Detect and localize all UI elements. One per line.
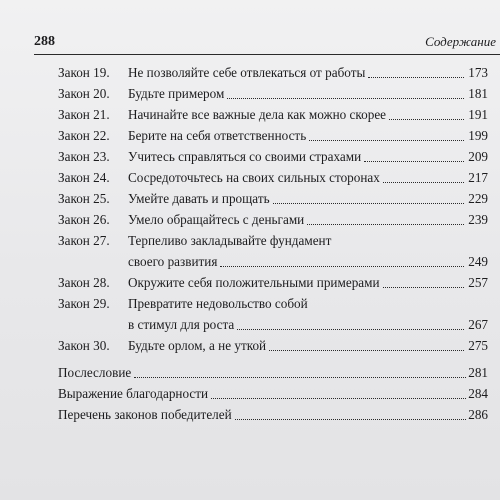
toc-entry-law-23 (58, 146, 488, 167)
entry-page: 209 (468, 149, 488, 164)
dot-leader (235, 419, 467, 420)
entry-title-line2: в стимул для роста (128, 317, 235, 332)
entry-title: Будьте орлом, а не уткой (128, 338, 267, 353)
law-number: Закон 30. (58, 338, 110, 353)
dot-leader (269, 350, 464, 351)
dot-leader (227, 98, 464, 99)
toc-entry-law-26 (58, 209, 488, 230)
law-number: Закон 29. (58, 296, 110, 311)
entry-title-line2: своего развития (128, 254, 218, 269)
entry-page: 257 (468, 275, 488, 290)
toc-entry-acknowledgements (58, 383, 488, 404)
law-number: Закон 23. (58, 149, 110, 164)
toc-entry-law-29 (58, 293, 488, 335)
dot-leader (273, 203, 464, 204)
entry-title: Умейте давать и прощать (128, 191, 270, 206)
entry-title-line1: Терпеливо закладывайте фундамент (128, 233, 332, 248)
dot-leader (211, 398, 466, 399)
entry-title: Сосредоточьтесь на своих сильных сторонах (128, 170, 380, 185)
toc-entry-law-24 (58, 167, 488, 188)
entry-title: Не позволяйте себе отвлекаться от работы (128, 65, 366, 80)
dot-leader (307, 224, 464, 225)
entry-title: Выражение благодарности (58, 386, 209, 401)
section-title: Содержание (425, 34, 496, 49)
page-number: 288 (34, 34, 55, 49)
law-number: Закон 22. (58, 128, 110, 143)
entry-title: Умело обращайтесь с деньгами (128, 212, 305, 227)
law-number: Закон 25. (58, 191, 110, 206)
entry-title: Послесловие (58, 365, 132, 380)
entry-page: 286 (468, 407, 488, 422)
dot-leader (383, 182, 464, 183)
toc-entry-law-20 (58, 83, 488, 104)
entry-page: 275 (468, 338, 488, 353)
toc-entry-law-21 (58, 104, 488, 125)
dot-leader (237, 329, 464, 330)
dot-leader (309, 140, 464, 141)
dot-leader (383, 287, 464, 288)
entry-page: 199 (468, 128, 488, 143)
law-number: Закон 21. (58, 107, 110, 122)
toc-entry-law-22 (58, 125, 488, 146)
entry-title: Будьте примером (128, 86, 225, 101)
entry-page: 173 (468, 65, 488, 80)
law-number: Закон 24. (58, 170, 110, 185)
entry-title-line1: Превратите недовольство собой (128, 296, 308, 311)
toc-entry-law-28 (58, 272, 488, 293)
law-number: Закон 28. (58, 275, 110, 290)
dot-leader (134, 377, 466, 378)
law-number: Закон 27. (58, 233, 110, 248)
toc-entry-law-19 (58, 62, 488, 83)
law-number: Закон 19. (58, 65, 110, 80)
entry-page: 281 (468, 365, 488, 380)
toc-entry-afterword (58, 362, 488, 383)
entry-page: 217 (468, 170, 488, 185)
entry-page: 239 (468, 212, 488, 227)
toc-entry-law-27 (58, 230, 488, 272)
entry-title: Окружите себя положительными примерами (128, 275, 380, 290)
table-of-contents (58, 62, 488, 425)
entry-page: 284 (468, 386, 488, 401)
dot-leader (389, 119, 464, 120)
entry-title: Учитесь справляться со своими страхами (128, 149, 362, 164)
entry-title: Начинайте все важные дела как можно скорее (128, 107, 387, 122)
dot-leader (368, 77, 464, 78)
toc-entry-law-30 (58, 335, 488, 356)
entry-title: Перечень законов победителей (58, 407, 232, 422)
entry-page: 267 (468, 317, 488, 332)
toc-entry-law-25 (58, 188, 488, 209)
dot-leader (220, 266, 464, 267)
entry-page: 191 (468, 107, 488, 122)
law-number: Закон 20. (58, 86, 110, 101)
page-header (34, 34, 500, 55)
entry-page: 181 (468, 86, 488, 101)
entry-page: 229 (468, 191, 488, 206)
dot-leader (364, 161, 464, 162)
toc-entry-laws-list (58, 404, 488, 425)
entry-page: 249 (468, 254, 488, 269)
law-number: Закон 26. (58, 212, 110, 227)
entry-title: Берите на себя ответственность (128, 128, 307, 143)
